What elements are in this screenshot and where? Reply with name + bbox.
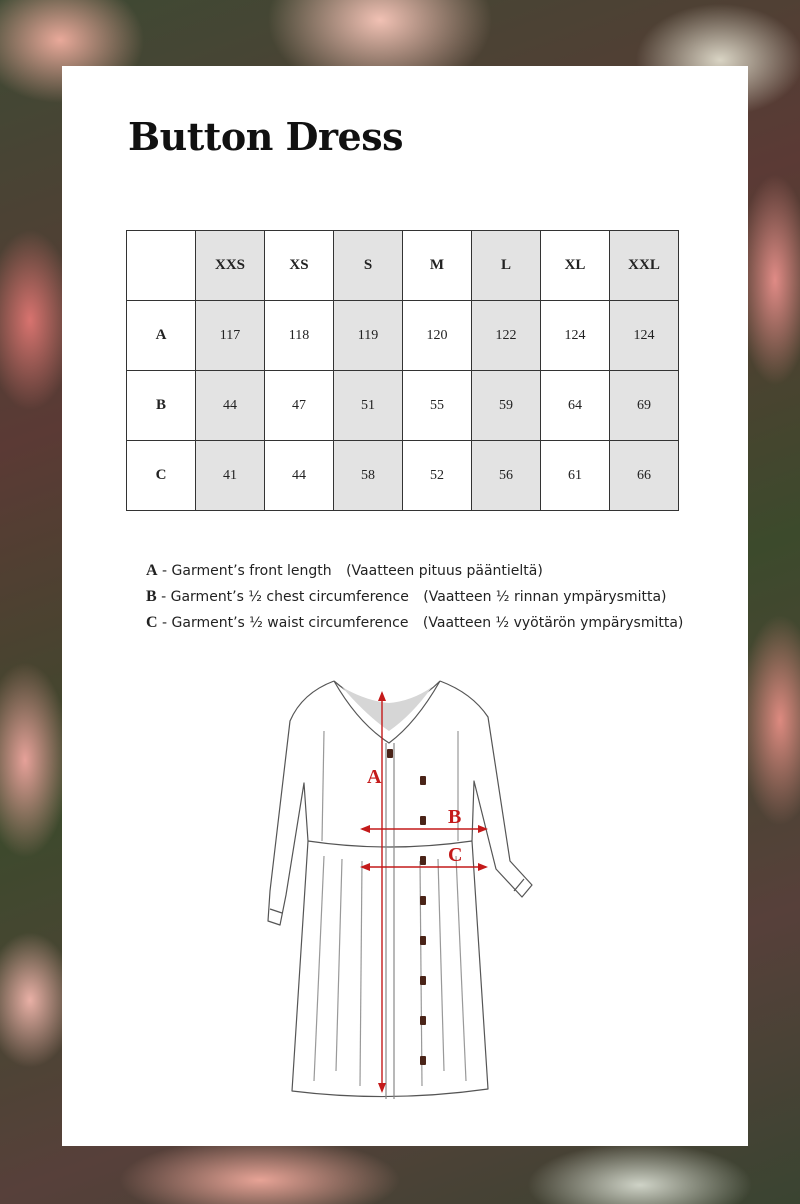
- size-chart-card: [62, 66, 748, 1146]
- legend-item: [146, 558, 683, 584]
- table-cell: 118: [265, 301, 334, 371]
- table-cell: 64: [541, 371, 610, 441]
- button-mark: [420, 896, 426, 905]
- column-header: XXL: [610, 231, 679, 301]
- legend-translation: (Vaatteen ½ vyötärön ympärysmitta): [422, 615, 684, 631]
- column-header: M: [403, 231, 472, 301]
- row-header: A: [127, 301, 196, 371]
- table-corner-cell: [127, 231, 196, 301]
- measure-label-c: C: [448, 844, 463, 866]
- legend-item: [146, 584, 683, 610]
- table-cell: 122: [472, 301, 541, 371]
- table-cell: 124: [610, 301, 679, 371]
- button-mark: [420, 856, 426, 865]
- column-header: XS: [265, 231, 334, 301]
- table-row: [127, 441, 679, 511]
- column-header: XXS: [196, 231, 265, 301]
- table-cell: 61: [541, 441, 610, 511]
- column-header: L: [472, 231, 541, 301]
- table-cell: 58: [334, 441, 403, 511]
- dress-measurement-diagram: [262, 671, 552, 1111]
- button-mark: [420, 816, 426, 825]
- button-mark: [420, 936, 426, 945]
- measure-label-b: B: [448, 806, 462, 828]
- table-cell: 52: [403, 441, 472, 511]
- table-row: [127, 301, 679, 371]
- table-cell: 55: [403, 371, 472, 441]
- legend-text: - Garment’s ½ chest circumference: [156, 589, 409, 605]
- button-mark: [420, 1016, 426, 1025]
- table-cell: 56: [472, 441, 541, 511]
- legend-key: C: [146, 614, 158, 631]
- table-cell: 51: [334, 371, 403, 441]
- column-header: XL: [541, 231, 610, 301]
- size-table: [126, 230, 679, 511]
- measurement-legend: [146, 558, 683, 636]
- row-header: B: [127, 371, 196, 441]
- button-mark: [420, 1056, 426, 1065]
- table-cell: 120: [403, 301, 472, 371]
- table-cell: 119: [334, 301, 403, 371]
- table-cell: 69: [610, 371, 679, 441]
- legend-translation: (Vaatteen ½ rinnan ympärysmitta): [423, 589, 667, 605]
- table-cell: 44: [196, 371, 265, 441]
- measurement-lines: [360, 691, 488, 1093]
- button-mark: [387, 749, 393, 758]
- table-row: [127, 371, 679, 441]
- table-cell: 124: [541, 301, 610, 371]
- legend-item: [146, 610, 683, 636]
- legend-translation: (Vaatteen pituus pääntieltä): [346, 563, 543, 579]
- page-title: Button Dress: [128, 114, 403, 159]
- legend-key: B: [146, 588, 157, 605]
- legend-text: - Garment’s ½ waist circumference: [157, 615, 409, 631]
- column-header: S: [334, 231, 403, 301]
- table-cell: 66: [610, 441, 679, 511]
- row-header: C: [127, 441, 196, 511]
- table-cell: 117: [196, 301, 265, 371]
- button-mark: [420, 976, 426, 985]
- dress-outline: [268, 681, 532, 1099]
- table-header-row: [127, 231, 679, 301]
- table-cell: 59: [472, 371, 541, 441]
- legend-text: - Garment’s front length: [157, 563, 332, 579]
- table-cell: 47: [265, 371, 334, 441]
- button-mark: [420, 776, 426, 785]
- table-cell: 44: [265, 441, 334, 511]
- legend-key: A: [146, 562, 158, 579]
- table-cell: 41: [196, 441, 265, 511]
- measure-label-a: A: [367, 766, 382, 788]
